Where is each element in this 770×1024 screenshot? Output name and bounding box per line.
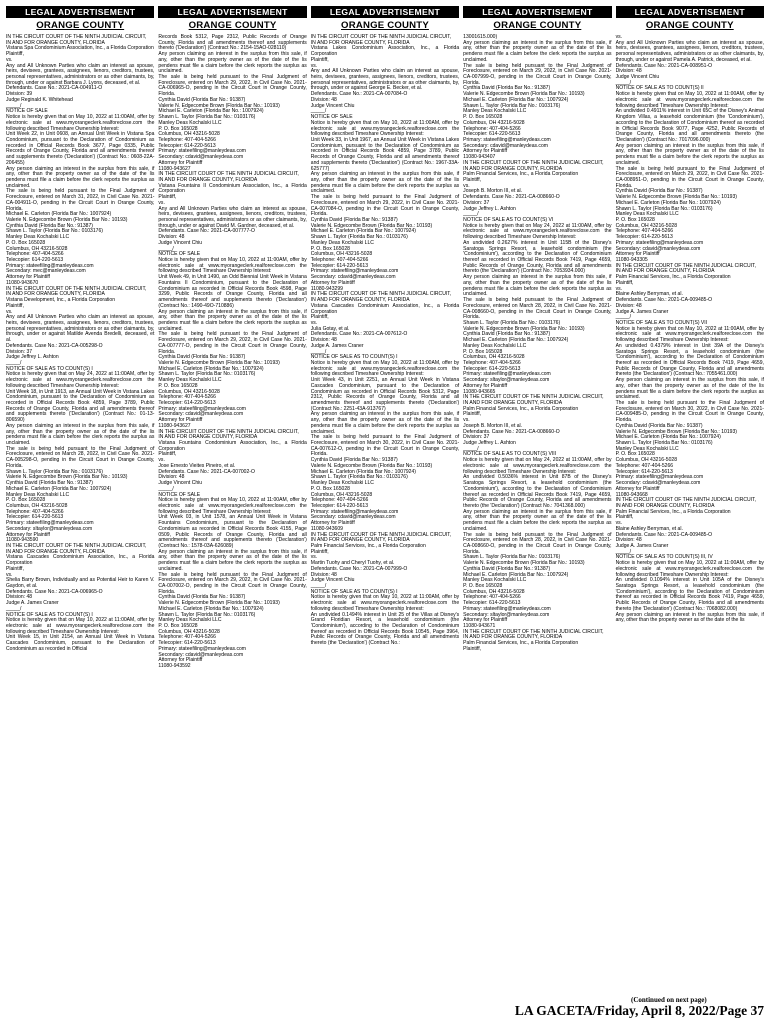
county-heading: ORANGE COUNTY (188, 20, 277, 31)
column-header: LEGAL ADVERTISEMENT (6, 6, 154, 18)
column-2 (158, 0, 306, 1000)
column-3 (311, 0, 459, 1000)
county-heading: ORANGE COUNTY (645, 20, 734, 31)
column-header: LEGAL ADVERTISEMENT (158, 6, 306, 18)
column-header: LEGAL ADVERTISEMENT (616, 6, 764, 18)
column-header: LEGAL ADVERTISEMENT (463, 6, 611, 18)
column-text: vs. Any and All Unknown Parties who claim an interest as spouse, heirs, devisees, grantees, assignees, lienors, creditors, trustees, personal representatives, administrators or as other claimants, by, through, under or against Pamela A. Patrick, deceased, et al. Defendants. Case No.: 2021-CA-008951-O Division: 48 Judge Vincent Chiu _____/ NOTICE OF SALE AS TO COUNT(S) II Notice is hereby given that on May 10, 2022 at 11:00AM, offer by electronic sale at www.myorangeclerk.realforeclose.com the following described Timeshare Ownership Interest: An undivided 0.4911% interest in Unit 65C of the Disney's Animal Kingdom Villas, a leasehold condominium (the 'Condominium'), according to the Declaration of Condominium thereof as recorded in Official Records Book 9077, Page 4252, Public Records of Orange County, Florida and all amendments thereto (the 'Declaration') (Contract No.: 7017096.000) Any person claiming an interest in the surplus from this sale, if any, other than the property owner as of the date of the lis pendens must file a claim before the clerk reports the surplus as unclaimed. The sale is being held pursuant to the Final Judgment of Foreclosure, entered on March 29, 2022, in Civil Case No. 2021-CA-008951-O, pending in the Circuit Court in Orange County, Florida. Cynthia David (Florida Bar No.: 91387) Valerie N. Edgecombe Brown (Florida Bar No.: 10193) Michael E. Carleton (Florida Bar No.: 1007924) Shawn L. Taylor (Florida Bar No.: 0103176) Manley Deas Kochalski LLC P. O. Box 165028 Columbus, OH 43216-5028 Telephone: 407-404-5266 Telecopier: 614-220-5613 Primary: stateefiling@manleydeas.com Secondary: cdavid@manleydeas.com Attorney for Plaintiff 11080-943305 IN THE CIRCUIT COURT OF THE NINTH JUDICIAL CIRCUIT, IN AND FOR ORANGE COUNTY, FLORIDA Palm Financial Services, Inc., a Florida Corporation Plaintiff, vs. Blaine Ashley Berryman, et al. Defendants. Case No.: 2021-CA-009485-O Division: 48 Judge A. James Craner _____/ NOTICE OF SALE AS TO COUNT(S) VII Notice is hereby given that on May 10, 2022 at 11:00AM, offer by electronic sale at www.myorangeclerk.realforeclose.com the following described Timeshare Ownership Interest: An undivided 0.4379% interest in Unit 39A of the Disney's Saratoga Springs Resort, a leasehold condominium (the 'Condominium'), according to the Declaration of Condominium thereof as recorded in Official Records Book 7419, Page 4659, Public Records of Orange County, Florida and all amendments thereto (the 'Declaration') (Contract No.: 7055461.000) Any person claiming an interest in the surplus from this sale, if any, other than the property owner as of the date of the lis pendens must file a claim before the clerk reports the surplus as unclaimed. The sale is being held pursuant to the Final Judgment of Foreclosure, entered on March 30, 2022, in Civil Case No. 2021-CA-009485-O, pending in the Circuit Court in Orange County, Florida. Cynthia David (Florida Bar No.: 91387) Valerie N. Edgecombe Brown (Florida Bar No.: 10193) Michael E. Carleton (Florida Bar No.: 1007924) Shawn L. Taylor (Florida Bar No.: 0103176) Manley Deas Kochalski LLC P. O. Box 165028 Columbus, OH 43216-5028 Telephone: 407-404-5266 Telecopier: 614-220-5613 Primary: stateefiling@manleydeas.com Secondary: cdavid@manleydeas.com Attorney for Plaintiff 11080-943668 IN THE CIRCUIT COURT OF THE NINTH JUDICIAL CIRCUIT, IN AND FOR ORANGE COUNTY, FLORIDA Palm Financial Services, Inc., a Florida Corporation Plaintiff, vs. Blaine Ashley Berryman, et al. Defendants. Case No.: 2021-CA-009485-O Division: 48 Judge A. James Craner _____/ NOTICE OF SALE AS TO COUNT(S) III, IV Notice is hereby given that on May 10, 2022 at 11:00AM, offer by electronic sale at www.myorangeclerk.realforeclose.com the following described Timeshare Ownership Interest: An undivided 0.1094% interest in Unit 105A of the Disney's Saratoga Springs Resort, a leasehold condominium (the 'Condominium'), according to the Declaration of Condominium thereof as recorded in Official Records Book 7419, Page 4659, Public Records of Orange County, Florida and all amendments thereto (the 'Declaration') (Contract No.: 7068082.000) Any person claiming an interest in the surplus from this sale, if any, other than the property owner as of the date of the lis (615, 34, 764, 624)
county-heading: ORANGE COUNTY (341, 20, 429, 31)
column-text: 13001615.000) Any person claiming an interest in the surplus from this sale, if any, other than the property owner as of the date of the lis pendens must file a claim before the clerk reports the surplus as unclaimed. The sale is being held pursuant to the Final Judgment of Foreclosure, entered on March 29, 2022, in Civil Case No. 2021-CA-007999-O, pending in the Circuit Court in Orange County, Florida. Cynthia David (Florida Bar No.: 91387) Valerie N. Edgecombe Brown (Florida Bar No.: 10193) Michael E. Carleton (Florida Bar No.: 1007924) Shawn L. Taylor (Florida Bar No.: 0103176) Manley Deas Kochalski LLC P. O. Box 165028 Columbus, OH 43216-5028 Telephone: 407-404-5266 Telecopier: 614-220-5613 Primary: stateefiling@manleydeas.com Secondary: cdavid@manleydeas.com Attorney for Plaintiff 11080-943407 IN THE CIRCUIT COURT OF THE NINTH JUDICIAL CIRCUIT, IN AND FOR ORANGE COUNTY, FLORIDA Palm Financial Services, Inc., a Florida Corporation Plaintiff, vs. Joseph B. Morton III, et al. Defendants. Case No.: 2021-CA-008660-O Division: 37 Judge Jeffrey L. Ashton _____/ NOTICE OF SALE AS TO COUNT(S) VI Notice is hereby given that on May 24, 2022 at 11:00AM, offer by electronic sale at www.myorangeclerk.realforeclose.com the following described Timeshare Ownership Interest: An undivided 0.2627% interest in Unit 115B of the Disney's Saratoga Springs Resort, a leasehold condominium (the 'Condominium'), according to the Declaration of Condominium thereof as recorded in Official Records Book 7419, Page 4659, Public Records of Orange County, Florida and all amendments thereto (the 'Declaration') (Contract No.: 7053934.000) Any person claiming an interest in the surplus from this sale, if any, other than the property owner as of the date of the lis pendens must file a claim before the clerk reports the surplus as unclaimed. The sale is being held pursuant to the Final Judgment of Foreclosure, entered on March 28, 2022, in Civil Case No. 2021-CA-008660-O, pending in the Circuit Court in Orange County, Florida. Shawn L. Taylor (Florida Bar No.: 0103176) Valerie N. Edgecombe Brown (Florida Bar No.: 10193) Cynthia David (Florida Bar No.: 91387) Michael E. Carleton (Florida Bar No.: 1007924) Manley Deas Kochalski LLC P. O. Box 165028 Columbus, OH 43216-5028 Telephone: 407-404-5266 Telecopier: 614-220-5613 Primary: stateefiling@manleydeas.com Secondary: sltaylor@manleydeas.com Attorney for Plaintiff 11080-943665 IN THE CIRCUIT COURT OF THE NINTH JUDICIAL CIRCUIT, IN AND FOR ORANGE COUNTY, FLORIDA Palm Financial Services, Inc., a Florida Corporation Plaintiff, vs. Joseph B. Morton III, et al. Defendants. Case No.: 2021-CA-008660-O Division: 37 Judge Jeffrey L. Ashton _____/ NOTICE OF SALE AS TO COUNT(S) VIII Notice is hereby given that on May 24, 2022 at 11:00AM, offer by electronic sale at www.myorangeclerk.realforeclose.com the following described Timeshare Ownership Interest: An undivided 0.5036% interest in Unit 87B of the Disney's Saratoga Springs Resort, a leasehold condominium (the 'Condominium'), according to the Declaration of Condominium thereof as recorded in Official Records Book 7419, Page 4659, Public Records of Orange County, Florida and all amendments thereto (the 'Declaration') (Contract No.: 7041368.000) Any person claiming an interest in the surplus from this sale, if any, other than the property owner as of the date of the lis pendens must file a claim before the clerk reports the surplus as unclaimed. The sale is being held pursuant to the Final Judgment of Foreclosure, entered on March 28, 2022, in Civil Case No. 2021-CA-008660-O, pending in the Circuit Court in Orange County, Florida. Shawn L. Taylor (Florida Bar No.: 0103176) Valerie N. Edgecombe Brown (Florida Bar No.: 10193) Cynthia David (Florida Bar No.: 91387) Michael E. Carleton (Florida Bar No.: 1007924) Manley Deas Kochalski LLC P. O. Box 165028 Columbus, OH 43216-5028 Telephone: 407-404-5266 Telecopier: 614-220-5613 Primary: stateefiling@manleydeas.com Secondary: sltaylor@manleydeas.com Attorney for Plaintiff 11080-943671 IN THE CIRCUIT COURT OF THE NINTH JUDICIAL CIRCUIT, IN AND FOR ORANGE COUNTY, FLORIDA Palm Financial Services, Inc., a Florida Corporation Plaintiff, (463, 34, 612, 652)
column-header: LEGAL ADVERTISEMENT (311, 6, 459, 18)
column-1 (6, 0, 154, 1000)
column-5 (616, 0, 764, 1000)
legal-columns (6, 0, 764, 1000)
county-heading: ORANGE COUNTY (493, 20, 582, 31)
column-text: Records Book 5312, Page 2312, Public Records of Orange County, Florida and all amendments thereof and supplements thereto ('Declaration') (Contract No.: 2154-15AO-028110) Any person claiming an interest in the surplus from this sale, if any, other than the property owner as of the date of the lis pendens must file a claim before the clerk reports the surplus as unclaimed. The sale is being held pursuant to the Final Judgment of Foreclosure, entered on March 29, 2022, in Civil Case No. 2021-CA-006965-O, pending in the Circuit Court in Orange County, Florida. Cynthia David (Florida Bar No.: 91387) Valerie N. Edgecombe Brown (Florida Bar No.: 10193) Michael E. Carleton (Florida Bar No.: 1007924) Shawn L. Taylor (Florida Bar No.: 0103176) Manley Deas Kochalski LLC P. O. Box 165028 Columbus, OH 43216-5028 Telephone: 407-404-5266 Telecopier: 614-220-5613 Primary: stateefiling@manleydeas.com Secondary: cdavid@manleydeas.com Attorney for Plaintiff 11080-943627 IN THE CIRCUIT COURT OF THE NINTH JUDICIAL CIRCUIT, IN AND FOR ORANGE COUNTY, FLORIDA Vistana Fountains II Condominium Association, Inc., a Florida Corporation Plaintiff, vs. Any and All Unknown Parties who claim an interest as spouse, heirs, devisees, grantees, assignees, lienors, creditors, trustees, personal representatives, administrators or as other claimants, by, through, under or against David M. Gardner, deceased, et al. Defendants. Case No.: 2021-CA-007777-O Division: 48 Judge Vincent Chiu _____/ NOTICE OF SALE Notice is hereby given that on May 10, 2022 at 11:00AM, offer by electronic sale at www.myorangeclerk.realforeclose.com the following described Timeshare Ownership Interest: Unit Week 49, in Unit 1490, an Odd Biennial Unit Week in Vistana Fountains II Condominium, pursuant to the Declaration of Condominium as recorded in Official Records Book 4598, Page 3299, Public Records of Orange County, Florida and all amendments thereof and supplements thereto ('Declaration') (Contract No.: 1490-49O-710886) Any person claiming an interest in the surplus from this sale, if any, other than the property owner as of the date of the lis pendens must file a claim before the clerk reports the surplus as unclaimed. The sale is being held pursuant to the Final Judgment of Foreclosure, entered on March 29, 2022, in Civil Case No. 2021-CA-007777-O, pending in the Circuit Court in Orange County, Florida. Cynthia David (Florida Bar No.: 91387) Valerie N. Edgecombe Brown (Florida Bar No.: 10193) Michael E. Carleton (Florida Bar No.: 1007924) Shawn L. Taylor (Florida Bar No.: 0103176) Manley Deas Kochalski LLC P. O. Box 165028 Columbus, OH 43216-5028 Telephone: 407-404-5266 Telecopier: 614-220-5613 Primary: stateefiling@manleydeas.com Secondary: cdavid@manleydeas.com Attorney for Plaintiff 11080-943627 IN THE CIRCUIT COURT OF THE NINTH JUDICIAL CIRCUIT, IN AND FOR ORANGE COUNTY, FLORIDA Vistana Fountains Condominium Association, Inc., a Florida Corporation Plaintiff, vs. Jose Ernesto Vieites Pineiro, et al. Defendants. Case No.: 2021-CA-007002-O Division: 48 Judge Vincent Chiu _____/ NOTICE OF SALE Notice is hereby given that on May 10, 2022 at 11:00AM, offer by electronic sale at www.myorangeclerk.realforeclose.com the following described Timeshare Ownership Interest: Unit Week 03, in Unit 1578, an Annual Unit Week in Vistana Fountains Condominium, pursuant to the Declaration of Condominium as recorded in Official Records Book 4155, Page 0509, Public Records of Orange County, Florida and all amendments thereof and supplements thereto ('Declaration') (Contract No.: 1578-03A-626089) Any person claiming an interest in the surplus from this sale, if any, other than the property owner as of the date of the lis pendens must file a claim before the clerk reports the surplus as unclaimed. The sale is being held pursuant to the Final Judgment of Foreclosure, entered on March 29, 2022, in Civil Case No. 2021-CA-007002-O, pending in the Circuit Court in Orange County, Florida. Cynthia David (Florida Bar No.: 91387) Valerie N. Edgecombe Brown (Florida Bar No.: 10193) Michael E. Carleton (Florida Bar No.: 1007924) Shawn L. Taylor (Florida Bar No.: 0103176) Manley Deas Kochalski LLC P. O. Box 165028 Columbus, OH 43216-5028 Telephone: 407-404-5266 Telecopier: 614-220-5613 Primary: stateefiling@manleydeas.com Secondary: cdavid@manleydeas.com Attorney for Plaintiff 11080-943592 (158, 34, 307, 670)
continued-note: (Continued on next page) (631, 996, 707, 1004)
column-text: IN THE CIRCUIT COURT OF THE NINTH JUDICIAL CIRCUIT, IN AND FOR ORANGE COUNTY, FLORIDA Vistana Lakes Condominium Association, Inc., a Florida Corporation Plaintiff, vs. Any and All Unknown Parties who claim an interest as spouse, heirs, devisees, grantees, assignees, lienors, creditors, trustees, personal representatives, administrators or as other claimants, by, through, under or against George E. Becker, et al. Defendants. Case No.: 2021-CA-007084-O Division: 48 Judge Vincent Chiu _____/ NOTICE OF SALE Notice is hereby given that on May 10, 2022 at 11:00AM, offer by electronic sale at www.myorangeclerk.realforeclose.com the following described Timeshare Ownership Interest: Unit Week 33, in Unit 1967, an Annual Unit Week in Vistana Lakes Condominium, pursuant to the Declaration of Condominium as recorded in Official Records Book 4859, Page 3789, Public Records of Orange County, Florida and all amendments thereof and supplements thereto ('Declaration') (Contract No.: 1967-33A-625777) Any person claiming an interest in the surplus from this sale, if any, other than the property owner as of the date of the lis pendens must file a claim before the clerk reports the surplus as unclaimed. The sale is being held pursuant to the Final Judgment of Foreclosure, entered on March 29, 2022, in Civil Case No. 2021-CA-007084-O, pending in the Circuit Court in Orange County, Florida. Cynthia David (Florida Bar No.: 91387) Valerie N. Edgecombe Brown (Florida Bar No.: 10193) Michael E. Carleton (Florida Bar No.: 1007924) Shawn L. Taylor (Florida Bar No.: 0103176) Manley Deas Kochalski LLC P. O. Box 165028 Columbus, OH 43216-5028 Telephone: 407-404-5266 Telecopier: 614-220-5613 Primary: stateefiling@manleydeas.com Secondary: cdavid@manleydeas.com Attorney for Plaintiff 11080-943299 IN THE CIRCUIT COURT OF THE NINTH JUDICIAL CIRCUIT, IN AND FOR ORANGE COUNTY, FLORIDA Vistana Cascades Condominium Association, Inc., a Florida Corporation Plaintiff, vs. Julia Gotay, et al. Defendants. Case No.: 2021-CA-007612-O Division: 48 Judge A. James Craner _____/ NOTICE OF SALE AS TO COUNT(S) I Notice is hereby given that on May 10, 2022 at 11:00AM, offer by electronic sale at www.myorangeclerk.realforeclose.com the following described Timeshare Ownership Interest: Unit Week 43, in Unit 2251, an Annual Unit Week in Vistana Cascades Condominium, pursuant to the Declaration of Condominium as recorded in Official Records Book 5312, Page 2312, Public Records of Orange County, Florida and all amendments thereof and supplements thereto ('Declaration') (Contract No.: 2251-43A-913767) Any person claiming an interest in the surplus from this sale, if any, other than the property owner as of the date of the lis pendens must file a claim before the clerk reports the surplus as unclaimed. The sale is being held pursuant to the Final Judgment of Foreclosure, entered on March 30, 2022, in Civil Case No. 2021-CA-007612-O, pending in the Circuit Court in Orange County, Florida. Cynthia David (Florida Bar No.: 91387) Valerie N. Edgecombe Brown (Florida Bar No.: 10193) Michael E. Carleton (Florida Bar No.: 1007924) Shawn L. Taylor (Florida Bar No.: 0103176) Manley Deas Kochalski LLC P. O. Box 165028 Columbus, OH 43216-5028 Telephone: 407-404-5266 Telecopier: 614-220-5613 Primary: stateefiling@manleydeas.com Secondary: cdavid@manleydeas.com Attorney for Plaintiff 11080-943609 IN THE CIRCUIT COURT OF THE NINTH JUDICIAL CIRCUIT, IN AND FOR ORANGE COUNTY, FLORIDA Palm Financial Services, Inc., a Florida Corporation Plaintiff, vs. Martin Tuohy and Cheryl Tuohy, et al. Defendants. Case No.: 2021-CA-007999-O Division: 48 Judge Vincent Chiu _____/ NOTICE OF SALE AS TO COUNT(S) I Notice is hereby given that on May 10, 2022 at 11:00AM, offer by electronic sale at www.myorangeclerk.realforeclose.com the following described Timeshare Ownership Interest: An undivided 0.1494% interest in Unit 25 of the Villas at Disney's Grand Floridian Resort, a leasehold condominium (the 'Condominium'), according to the Declaration of Condominium thereof as recorded in Official Records Book 10545, Page 3964, Public Records of Orange County, Florida and all amendments thereto (the 'Declaration') (Contract No.: (310, 34, 460, 647)
column-4 (463, 0, 611, 1000)
column-text: IN THE CIRCUIT COURT OF THE NINTH JUDICIAL CIRCUIT, IN AND FOR ORANGE COUNTY, FLORIDA Vistana Spa Condominium Association, Inc., a Florida Corporation Plaintiff, vs. Any and All Unknown Parties who claim an interest as spouse, heirs, devisees, grantees, assignees, lienors, creditors, trustees, personal representatives, administrators or as other claimants, by, through, under or against Barbara J. Lyons, deceased, et al. Defendants. Case No.: 2021-CA-004911-O Division: 39 Judge Reginald K. Whitehead _____/ NOTICE OF SALE Notice is hereby given that on May 10, 2022 at 11:00AM, offer by electronic sale at www.myorangeclerk.realforeclose.com the following described Timeshare Ownership Interest: Unit Week 22, in Unit 0608, an Annual Unit Week in Vistana Spa Condominium, pursuant to the Declaration of Condominium as recorded in Official Records Book 3677, Page 0335, Public Records of Orange County, Florida and all amendments thereof and supplements thereto ('Declaration') (Contract No.: 0608-22A-206455) Any person claiming an interest in the surplus from this sale, if any, other than the property owner as of the date of the lis pendens must file a claim before the clerk reports the surplus as unclaimed. The sale is being held pursuant to the Final Judgment of Foreclosure, entered on March 31, 2022, in Civil Case No. 2021-CA-004911-O, pending in the Circuit Court in Orange County, Florida. Michael E. Carleton (Florida Bar No.: 1007924) Valerie N. Edgecombe Brown (Florida Bar No.: 10193) Cynthia David (Florida Bar No.: 91387) Shawn L. Taylor (Florida Bar No.: 0103176) Manley Deas Kochalski LLC P. O. Box 165028 Columbus, OH 43216-5028 Telephone: 407-404-5266 Telecopier: 614-220-5613 Primary: stateefiling@manleydeas.com Secondary: mec@manleydeas.com Attorney for Plaintiff 11080-943670 IN THE CIRCUIT COURT OF THE NINTH JUDICIAL CIRCUIT, IN AND FOR ORANGE COUNTY, FLORIDA Vistana Development, Inc., a Florida Corporation Plaintiff, vs. Any and All Unknown Parties who claim an interest as spouse, heirs, devisees, grantees, assignees, lienors, creditors, trustees, personal representatives, administrators or as other claimants, by, through, under or against Matilde Avenda Bredelli, deceased, et al. Defendants. Case No.: 2021-CA-005298-O Division: 37 Judge Jeffrey L. Ashton _____/ NOTICE OF SALE AS TO COUNT(S) I Notice is hereby given that on May 24, 2022 at 11:00AM, offer by electronic sale at www.myorangeclerk.realforeclose.com the following described Timeshare Ownership Interest: Unit Week 18, in Unit 1913, an Annual Unit Week in Vistana Lakes Condominium, pursuant to the Declaration of Condominium as recorded in Official Records Book 4859, Page 3789, Public Records of Orange County, Florida and all amendments thereof and supplements thereto ('Declaration') (Contract No.: 01-13-806590) Any person claiming an interest in the surplus from this sale, if any, other than the property owner as of the date of the lis pendens must file a claim before the clerk reports the surplus as unclaimed. The sale is being held pursuant to the Final Judgment of Foreclosure, entered on March 28, 2022, in Civil Case No. 2021-CA-005298-O, pending in the Circuit Court in Orange County, Florida. Shawn L. Taylor (Florida Bar No.: 0103176) Valerie N. Edgecombe Brown (Florida Bar No.: 10193) Cynthia David (Florida Bar No.: 91387) Michael E. Carleton (Florida Bar No.: 1007924) Manley Deas Kochalski LLC P. O. Box 165028 Columbus, OH 43216-5028 Telephone: 407-404-5266 Telecopier: 614-220-5613 Primary: stateefiling@manleydeas.com Secondary: sltaylor@manleydeas.com Attorney for Plaintiff 11080-943590 IN THE CIRCUIT COURT OF THE NINTH JUDICIAL CIRCUIT, IN AND FOR ORANGE COUNTY, FLORIDA Vistana Cascades Condominium Association, Inc., a Florida Corporation Plaintiff, vs. Shelia Barry Brown, Individually and as Potential Heir to Karen V. Gaydon, et al. Defendants. Case No.: 2021-CA-006965-O Division: 48 Judge A. James Craner _____/ NOTICE OF SALE AS TO COUNT(S) I Notice is hereby given that on May 10, 2022 at 11:00AM, offer by electronic sale at www.myorangeclerk.realforeclose.com the following described Timeshare Ownership Interest: Unit Week 15, in Unit 2154, an Annual Unit Week in Vistana Cascades Condominium, pursuant to the Declaration of Condominium as recorded in Official (6, 34, 155, 652)
county-heading: ORANGE COUNTY (36, 20, 125, 31)
page-footer-title: LA GACETA/Friday, April 8, 2022/Page 37 (514, 1003, 764, 1018)
